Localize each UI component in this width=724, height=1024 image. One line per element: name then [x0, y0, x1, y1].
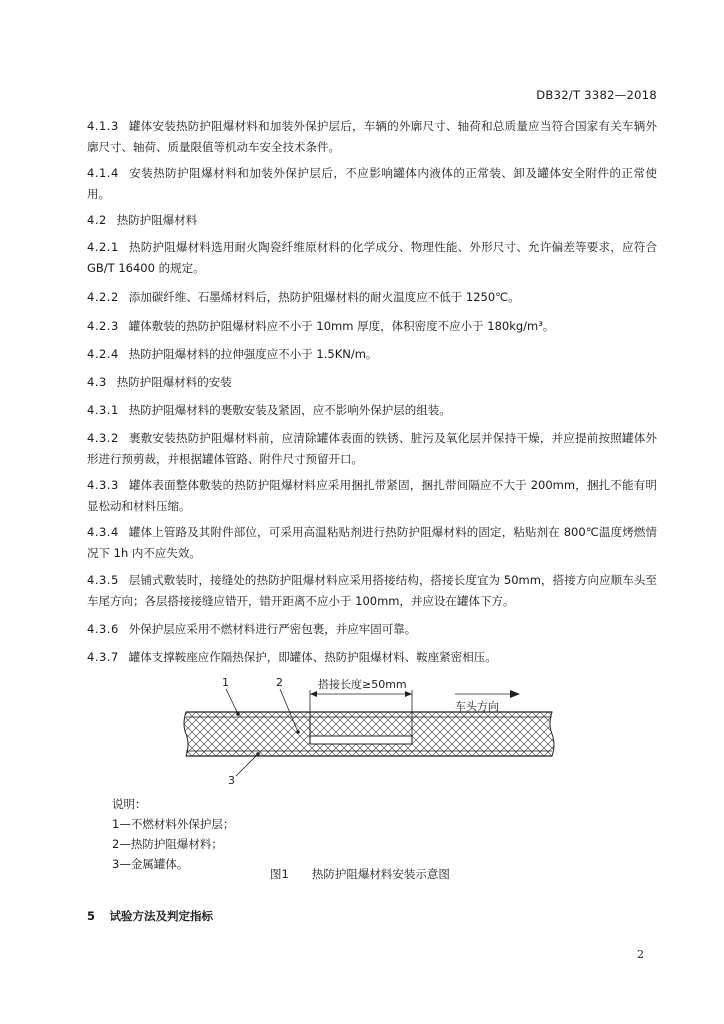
callout-2-label: 2	[276, 676, 283, 689]
callout-1-label: 1	[222, 676, 229, 689]
clause-number: 4.2.4	[87, 347, 119, 361]
clause-text: 热防护阻爆材料的裹敷安装及紧固，应不影响外保护层的组装。	[128, 403, 451, 417]
clause-4-2-2	[87, 287, 657, 308]
clause-text: 热防护阻爆材料选用耐火陶瓷纤维原材料的化学成分、物理性能、外形尺寸、允许偏差等要求，应符合 GB/T 16400 的规定。	[87, 240, 657, 275]
legend-item: 1—不燃材料外保护层；	[112, 817, 235, 831]
clause-number: 4.3.6	[87, 622, 119, 636]
clause-text: 罐体上管路及其附件部位，可采用高温粘贴剂进行热防护阻爆材料的固定，粘贴剂在 800℃温度烤燃情况下 1h 内不应失效。	[87, 525, 657, 560]
section-number: 4.2	[87, 213, 107, 227]
clause-number: 4.3.3	[87, 478, 119, 492]
legend-item: 2—热防护阻爆材料；	[112, 837, 223, 851]
clause-text: 外保护层应采用不燃材料进行严密包裹，并应牢固可靠。	[128, 622, 417, 636]
clause-4-3-7	[87, 647, 657, 668]
legend-title: 说明：	[112, 797, 147, 811]
section-number: 5	[87, 909, 96, 923]
clause-4-1-4	[87, 163, 657, 205]
clause-number: 4.2.1	[87, 240, 119, 254]
clause-text: 安装热防护阻爆材料和加装外保护层后，不应影响罐体内液体的正常装、卸及罐体安全附件的正常使用。	[87, 166, 657, 201]
clause-text: 热防护阻爆材料的拉伸强度应不小于 1.5KN/m。	[128, 347, 378, 361]
clause-number: 4.3.4	[87, 525, 119, 539]
section-title: 热防护阻爆材料的安装	[116, 375, 232, 389]
direction-arrow-head	[510, 690, 520, 698]
clause-text: 罐体敷装的热防护阻爆材料应不小于 10mm 厚度，体积密度不应小于 180kg/m³。	[128, 319, 555, 333]
clause-4-1-3	[87, 116, 657, 158]
clause-number: 4.3.1	[87, 403, 119, 417]
installation-diagram	[180, 672, 560, 797]
clause-4-3-6	[87, 619, 657, 640]
figure-caption: 图1 热防护阻爆材料安装示意图	[270, 867, 450, 881]
callout-1-dot	[236, 712, 240, 716]
document-code: DB32/T 3382—2018	[536, 88, 657, 102]
figure-legend	[112, 794, 234, 874]
clause-number: 4.2.2	[87, 290, 119, 304]
clause-text: 罐体安装热防护阻爆材料和加装外保护层后，车辆的外廓尺寸、轴荷和总质量应当符合国家有关车辆外廓尺寸、轴荷、质量限值等机动车安全技术条件。	[87, 119, 657, 154]
section-number: 4.3	[87, 375, 107, 389]
clause-4-3-5	[87, 570, 657, 612]
clause-number: 4.2.3	[87, 319, 119, 333]
direction-label: 车头方向	[455, 700, 499, 713]
clause-4-3-1	[87, 400, 657, 421]
clause-number: 4.3.5	[87, 573, 119, 587]
clause-number: 4.1.4	[87, 166, 119, 180]
section-4-2-heading	[87, 210, 657, 231]
clause-4-3-3	[87, 475, 657, 517]
callout-3-dot	[256, 752, 260, 756]
clause-text: 罐体支撑鞍座应作隔热保护，即罐体、热防护阻爆材料、鞍座紧密相压。	[128, 650, 497, 664]
clause-text: 添加碳纤维、石墨烯材料后，热防护阻爆材料的耐火温度应不低于 1250℃。	[128, 290, 520, 304]
overlap-length-label: 搭接长度≥50mm	[318, 678, 407, 691]
page-number: 2	[637, 948, 644, 961]
clause-4-2-3	[87, 316, 657, 337]
legend-item: 3—金属罐体。	[112, 857, 189, 871]
clause-text: 层铺式敷装时，接缝处的热防护阻爆材料应采用搭接结构，搭接长度宜为 50mm，搭接方向应顺车头至车尾方向；各层搭接接缝应错开，错开距离不应小于 100mm，并应设在罐体下方。	[87, 573, 657, 608]
clause-number: 4.3.2	[87, 431, 119, 445]
clause-text: 裹敷安装热防护阻爆材料前，应清除罐体表面的铁锈、脏污及氧化层并保持干燥，并应提前按照罐体外形进行预剪裁，并根据罐体管路、附件尺寸预留开口。	[87, 431, 657, 466]
clause-text: 罐体表面整体敷装的热防护阻爆材料应采用捆扎带紧固，捆扎带间隔应不大于 200mm，捆扎不能有明显松动和材料压缩。	[87, 478, 657, 513]
section-title: 热防护阻爆材料	[116, 213, 198, 227]
dimension-arrow-left	[310, 691, 317, 697]
clause-4-3-4	[87, 522, 657, 564]
section-4-3-heading	[87, 372, 657, 393]
clause-number: 4.3.7	[87, 650, 119, 664]
callout-2-dot	[296, 730, 300, 734]
callout-3-label: 3	[228, 774, 235, 787]
section-5-heading	[87, 906, 657, 927]
clause-4-2-1	[87, 237, 657, 279]
section-title: 试验方法及判定指标	[109, 909, 214, 923]
clause-number: 4.1.3	[87, 119, 119, 133]
clause-4-2-4	[87, 344, 657, 365]
callout-3-leader	[236, 754, 258, 776]
diagram-layers	[184, 712, 554, 756]
overlap-gap	[310, 736, 412, 744]
dimension-arrow-right	[405, 691, 412, 697]
clause-4-3-2	[87, 428, 657, 470]
callout-1-leader	[226, 689, 238, 714]
